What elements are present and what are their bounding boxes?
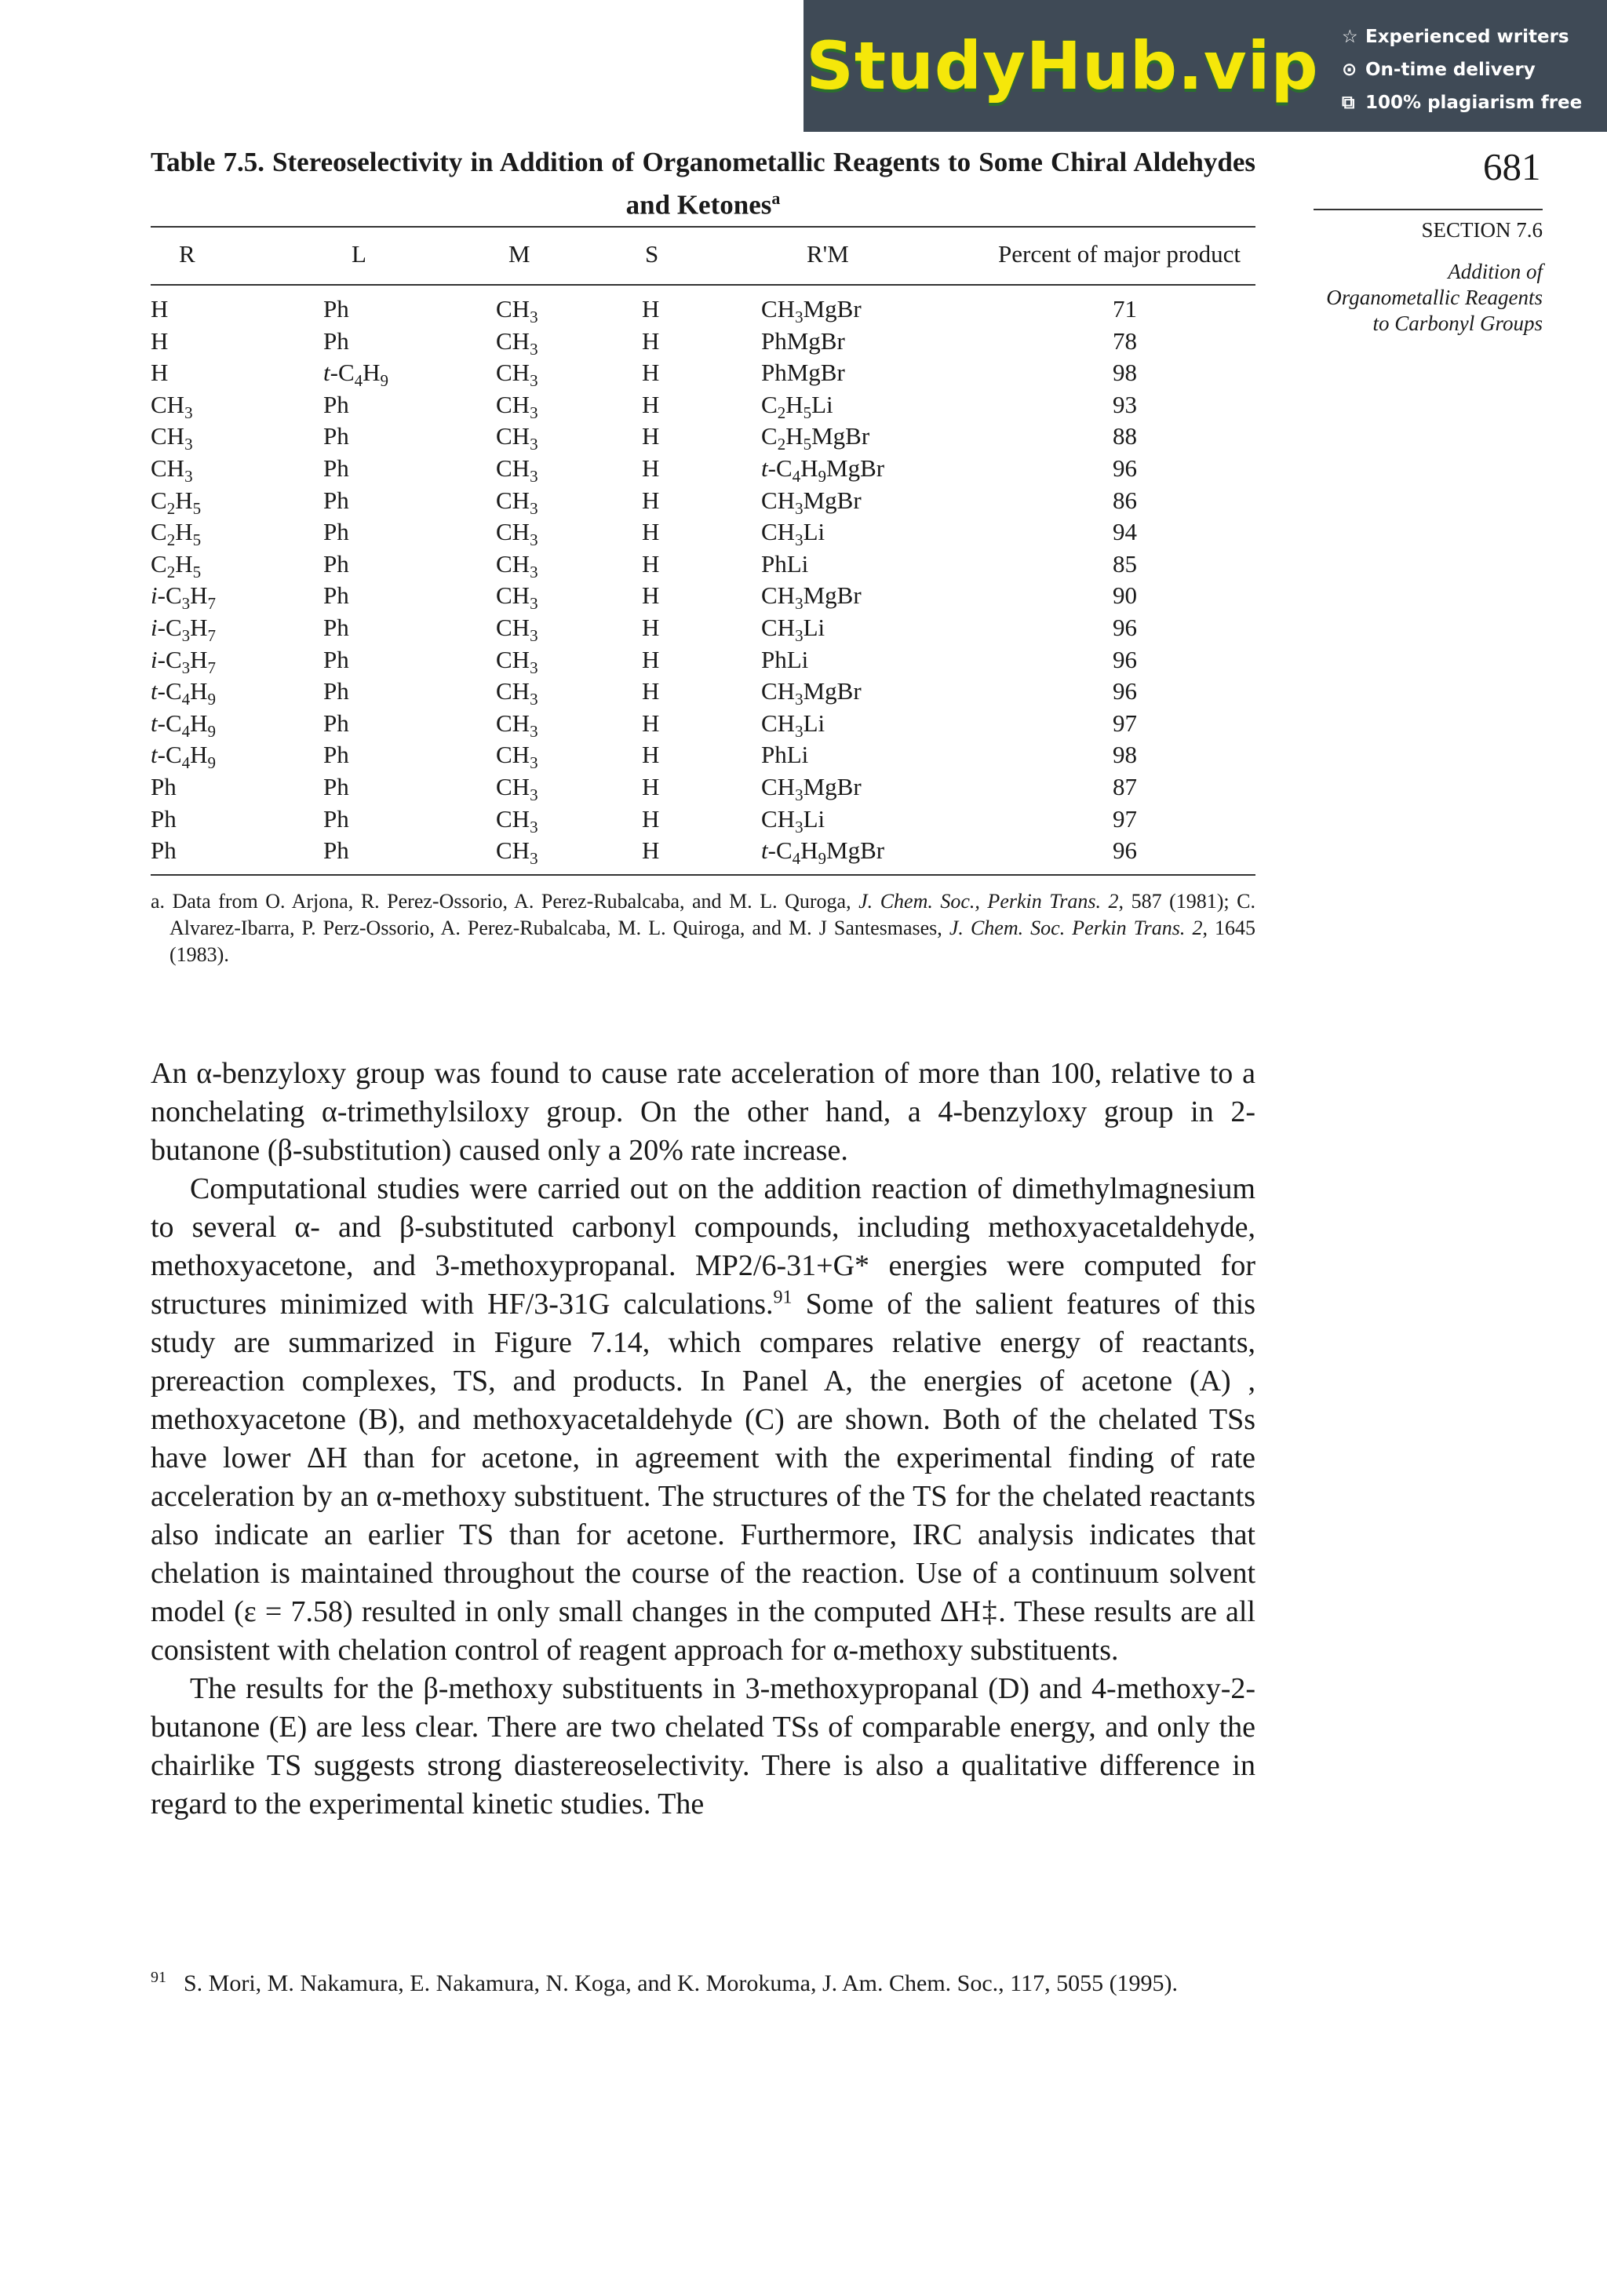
cell-l: Ph bbox=[323, 390, 349, 418]
cell-s: H bbox=[642, 359, 660, 387]
cell-reagent: $CH_3Li$ bbox=[761, 709, 825, 741]
cell-r: $C_2H_5$ bbox=[151, 486, 202, 518]
cell-l: Ph bbox=[323, 454, 349, 482]
cell-r: $t-C_4H_9$ bbox=[151, 741, 217, 773]
cell-m: $CH_3$ bbox=[496, 454, 538, 487]
feature-text: 100% plagiarism free bbox=[1365, 93, 1583, 113]
cell-m: $CH_3$ bbox=[496, 390, 538, 422]
feature-list bbox=[1342, 20, 1582, 119]
cell-r: Ph bbox=[151, 773, 177, 800]
cell-reagent: PhLi bbox=[761, 549, 809, 578]
cell-reagent: $CH_3Li$ bbox=[761, 614, 825, 646]
cell-s: H bbox=[642, 836, 660, 865]
section-title: Addition of Organometallic Reagents to Carbonyl Groups bbox=[1326, 260, 1543, 335]
cell-percent: 71 bbox=[1113, 295, 1137, 323]
cell-r: H bbox=[151, 359, 169, 387]
cell-s: H bbox=[642, 614, 660, 641]
cell-r: $CH_3$ bbox=[151, 422, 193, 454]
copy-icon: ⧉ bbox=[1342, 93, 1355, 113]
cell-l: Ph bbox=[323, 326, 349, 355]
cell-m: $CH_3$ bbox=[496, 422, 538, 454]
cell-l: Ph bbox=[323, 773, 349, 800]
paragraph: Computational studies were carried out on the addition reaction of dimethylmagnesium to several α- and β-substituted carbonyl compounds, including methoxyacetaldehyde, methoxyacetone, and 3-methoxypropanal. MP2/6-31+G* energies were computed for structures minimized with HF/3-31G calculations.$^{91}$ Some of the salient features of this study are summarized in Figure 7.14, which compares relative energy of reactants, prereaction complexes, TS, and products. In Panel A, the energies of acetone (A) , methoxyacetone (B), and methoxyacetaldehyde (C) are shown. Both of the chelated TSs have lower ΔH than for acetone, in agreement with the experimental finding of rate acceleration by an α-methoxy substituent. The structures of the TS for the chelated reactants also indicate an earlier TS than for acetone. Furthermore, IRC analysis indicates that chelation is maintained throughout the course of the reaction. Use of a continuum solvent model (ε = 7.58) resulted in only small changes in the computed ΔH‡. These results are all consistent with chelation control of reagent approach for α-methoxy substituents. bbox=[151, 1172, 1256, 1667]
cell-reagent: $C_2H_5Li$ bbox=[761, 390, 833, 422]
column-header-r: R bbox=[179, 240, 195, 268]
cell-s: H bbox=[642, 581, 660, 610]
promo-banner[interactable] bbox=[804, 0, 1607, 132]
cell-l: Ph bbox=[323, 741, 349, 769]
cell-reagent: $CH_3Li$ bbox=[761, 518, 825, 550]
footnote-text: S. Mori, M. Nakamura, E. Nakamura, N. Koga, and K. Morokuma, J. Am. Chem. Soc., 117, 5055 (1995). bbox=[184, 1970, 1179, 1996]
star-icon: ☆ bbox=[1342, 27, 1358, 47]
cell-s: H bbox=[642, 390, 660, 418]
cell-reagent: $CH_3MgBr$ bbox=[761, 581, 862, 614]
cell-m: $CH_3$ bbox=[496, 295, 538, 327]
cell-percent: 88 bbox=[1113, 422, 1137, 450]
cell-reagent: $t-C_4H_9MgBr$ bbox=[761, 454, 885, 487]
cell-r: H bbox=[151, 326, 169, 355]
cell-s: H bbox=[642, 741, 660, 769]
cell-percent: 94 bbox=[1113, 518, 1137, 546]
cell-reagent: $CH_3MgBr$ bbox=[761, 773, 862, 805]
table-footnote: a. Data from O. Arjona, R. Perez-Ossorio, A. Perez-Rubalcaba, and M. L. Quroga, J. Chem. Soc., Perkin Trans. 2, 587 (1981); C. Alvarez-Ibarra, P. Perz-Ossorio, A. Perez-Rubalcaba, M. L. Quiroga, and M. J Santesmases, J. Chem. Soc. Perkin Trans. 2, 1645 (1983). bbox=[151, 890, 1256, 966]
reference-footnote bbox=[151, 1962, 1255, 1999]
column-header-l: L bbox=[352, 240, 366, 268]
table-caption bbox=[151, 144, 1255, 224]
table-top-rule bbox=[151, 226, 1255, 228]
cell-r: $i-C_3H_7$ bbox=[151, 581, 217, 614]
table-caption-note: a bbox=[771, 188, 781, 208]
cell-reagent: PhMgBr bbox=[761, 326, 845, 355]
cell-m: $CH_3$ bbox=[496, 581, 538, 614]
cell-s: H bbox=[642, 422, 660, 450]
cell-l: Ph bbox=[323, 614, 349, 641]
cell-l: Ph bbox=[323, 422, 349, 450]
column-header-reagent: R'M bbox=[807, 240, 849, 268]
cell-m: $CH_3$ bbox=[496, 836, 538, 869]
footnote-number: 91 bbox=[151, 1969, 166, 1986]
feature-item bbox=[1342, 53, 1582, 86]
cell-percent: 96 bbox=[1113, 645, 1137, 673]
cell-m: $CH_3$ bbox=[496, 773, 538, 805]
cell-l: Ph bbox=[323, 486, 349, 514]
cell-r: Ph bbox=[151, 836, 177, 865]
cell-r: $CH_3$ bbox=[151, 390, 193, 422]
cell-reagent: $t-C_4H_9MgBr$ bbox=[761, 836, 885, 869]
cell-percent: 97 bbox=[1113, 804, 1137, 833]
column-header-s: S bbox=[645, 240, 659, 268]
cell-percent: 93 bbox=[1113, 390, 1137, 418]
cell-m: $CH_3$ bbox=[496, 709, 538, 741]
cell-l: Ph bbox=[323, 677, 349, 705]
cell-s: H bbox=[642, 773, 660, 800]
cell-percent: 90 bbox=[1113, 581, 1137, 610]
cell-r: $C_2H_5$ bbox=[151, 549, 202, 581]
cell-l: Ph bbox=[323, 295, 349, 323]
cell-l: Ph bbox=[323, 709, 349, 737]
column-header-m: M bbox=[508, 240, 530, 268]
cell-r: $CH_3$ bbox=[151, 454, 193, 487]
feature-item bbox=[1342, 20, 1582, 53]
cell-m: $CH_3$ bbox=[496, 549, 538, 581]
cell-percent: 96 bbox=[1113, 454, 1137, 482]
cell-s: H bbox=[642, 709, 660, 737]
cell-l: $t-C_4H_9$ bbox=[323, 359, 389, 391]
cell-reagent: $CH_3MgBr$ bbox=[761, 295, 862, 327]
paragraph: The results for the β-methoxy substituents in 3-methoxypropanal (D) and 4-methoxy-2-butanone (E) are less clear. There are two chelated TSs of comparable energy, and only the chairlike TS suggests strong diastereoselectivity. There is also a qualitative difference in regard to the experimental kinetic studies. The bbox=[151, 1672, 1255, 1820]
cell-reagent: PhLi bbox=[761, 741, 809, 769]
cell-m: $CH_3$ bbox=[496, 326, 538, 359]
cell-s: H bbox=[642, 677, 660, 705]
paragraph: An α-benzyloxy group was found to cause rate acceleration of more than 100, relative to a nonchelating α-trimethylsiloxy group. On the other hand, a 4-benzyloxy group in 2-butanone (β-substitution) caused only a 20% rate increase. bbox=[151, 1057, 1255, 1167]
page-number: 681 bbox=[1483, 145, 1541, 188]
table-bottom-rule bbox=[151, 874, 1255, 876]
column-header-percent: Percent of major product bbox=[998, 240, 1241, 268]
cell-reagent: $CH_3MgBr$ bbox=[761, 486, 862, 518]
cell-m: $CH_3$ bbox=[496, 741, 538, 773]
cell-percent: 78 bbox=[1113, 326, 1137, 355]
cell-reagent: $C_2H_5MgBr$ bbox=[761, 422, 870, 454]
cell-percent: 96 bbox=[1113, 677, 1137, 705]
cell-m: $CH_3$ bbox=[496, 677, 538, 709]
cell-percent: 96 bbox=[1113, 614, 1137, 641]
cell-m: $CH_3$ bbox=[496, 804, 538, 836]
cell-m: $CH_3$ bbox=[496, 614, 538, 646]
cell-r: Ph bbox=[151, 804, 177, 833]
cell-s: H bbox=[642, 645, 660, 673]
cell-s: H bbox=[642, 486, 660, 514]
cell-r: H bbox=[151, 295, 169, 323]
cell-r: $C_2H_5$ bbox=[151, 518, 202, 550]
cell-l: Ph bbox=[323, 581, 349, 610]
feature-text: On-time delivery bbox=[1365, 60, 1536, 80]
cell-percent: 98 bbox=[1113, 359, 1137, 387]
body-text bbox=[151, 1055, 1255, 1824]
cell-percent: 97 bbox=[1113, 709, 1137, 737]
cell-percent: 87 bbox=[1113, 773, 1137, 800]
table-header-rule bbox=[151, 284, 1255, 286]
cell-percent: 85 bbox=[1113, 549, 1137, 578]
cell-reagent: PhLi bbox=[761, 645, 809, 673]
cell-reagent: $CH_3Li$ bbox=[761, 804, 825, 836]
cell-reagent: $CH_3MgBr$ bbox=[761, 677, 862, 709]
cell-s: H bbox=[642, 549, 660, 578]
feature-item bbox=[1342, 86, 1582, 119]
cell-l: Ph bbox=[323, 804, 349, 833]
cell-r: $t-C_4H_9$ bbox=[151, 709, 217, 741]
cell-s: H bbox=[642, 518, 660, 546]
cell-l: Ph bbox=[323, 645, 349, 673]
clock-icon: ⊙ bbox=[1342, 60, 1357, 80]
cell-percent: 96 bbox=[1113, 836, 1137, 865]
cell-s: H bbox=[642, 326, 660, 355]
cell-s: H bbox=[642, 804, 660, 833]
cell-l: Ph bbox=[323, 518, 349, 546]
table-caption-text: Table 7.5. Stereoselectivity in Addition of Organometallic Reagents to Some Chiral Aldehydes and Ketones bbox=[151, 147, 1255, 220]
cell-percent: 86 bbox=[1113, 486, 1137, 514]
cell-r: $i-C_3H_7$ bbox=[151, 645, 217, 677]
cell-s: H bbox=[642, 454, 660, 482]
cell-m: $CH_3$ bbox=[496, 518, 538, 550]
section-label: SECTION 7.6 bbox=[1421, 218, 1543, 242]
cell-reagent: PhMgBr bbox=[761, 359, 845, 387]
cell-l: Ph bbox=[323, 836, 349, 865]
cell-r: $i-C_3H_7$ bbox=[151, 614, 217, 646]
cell-m: $CH_3$ bbox=[496, 359, 538, 391]
cell-m: $CH_3$ bbox=[496, 486, 538, 518]
cell-r: $t-C_4H_9$ bbox=[151, 677, 217, 709]
cell-percent: 98 bbox=[1113, 741, 1137, 769]
brand-logo: StudyHub.vip bbox=[806, 27, 1319, 104]
cell-m: $CH_3$ bbox=[496, 645, 538, 677]
cell-s: H bbox=[642, 295, 660, 323]
running-head-rule bbox=[1314, 209, 1543, 210]
feature-text: Experienced writers bbox=[1365, 27, 1569, 47]
cell-l: Ph bbox=[323, 549, 349, 578]
